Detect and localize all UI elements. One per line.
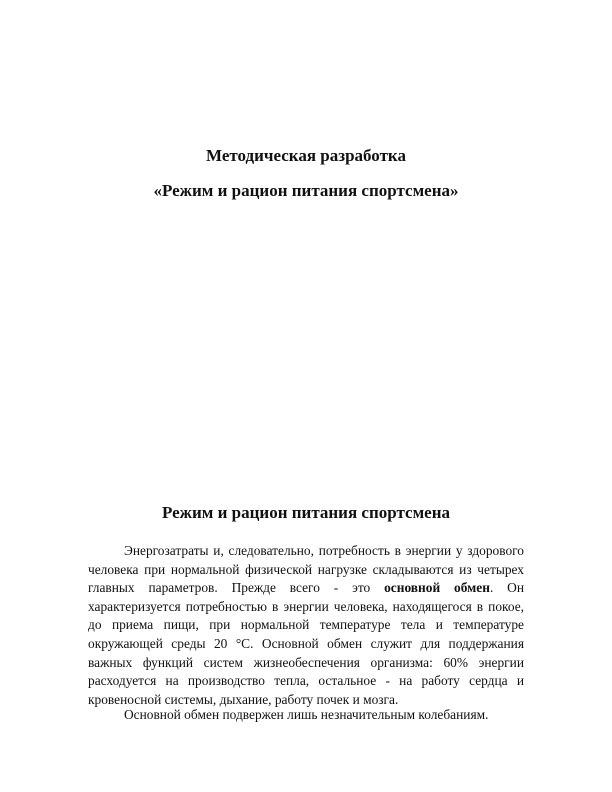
section-heading: Режим и рацион питания спортсмена [161,503,451,522]
body-paragraph-1 [88,542,524,709]
paragraph-1-text-end: . Он характеризуется потребностью в энергии человека, находящегося в покое, до приема пищи, при нормальной температуре тела и температуре окружающей среды 20 °C. Основной обмен служит для поддержания важных функций систем жизнеобеспечения организма: 60% энергии расходуется на производство тепла, остальное - на работу сердца и кровеносной системы, дыхание, работу почек и мозга. [88,580,524,707]
paragraph-1-text-start: Энергозатраты и, следовательно, потребность в энергии у здорового человека при нормальной физической нагрузке складываются из четырех главных параметров. Прежде всего - это [88,543,524,596]
document-title-line-1: Методическая разработка [206,146,406,165]
bold-term-basal-metabolism: основной обмен [384,580,490,596]
body-paragraph-2: Основной обмен подвержен лишь незначительным колебаниям. [124,707,489,722]
document-title-line-2: «Режим и рацион питания спортсмена» [153,181,459,200]
